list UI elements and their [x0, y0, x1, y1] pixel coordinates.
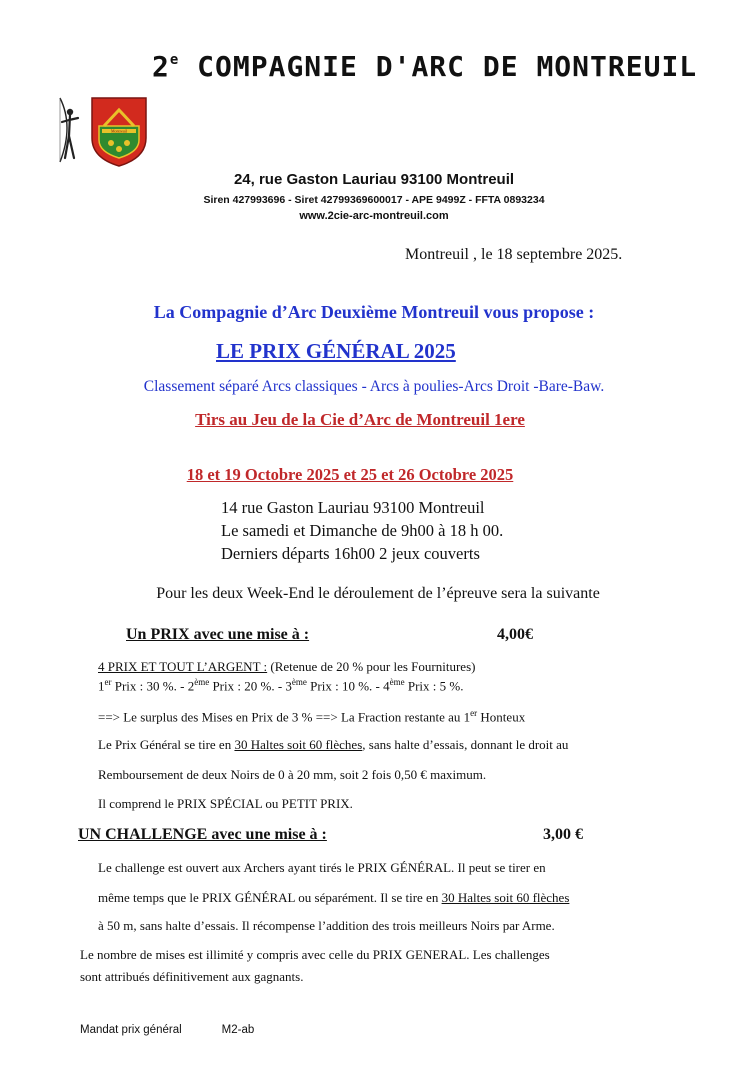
club-address: 24, rue Gaston Lauriau 93100 Montreuil: [233, 171, 515, 188]
challenge-line-3: à 50 m, sans halte d’essais. Il récompense l’addition des trois meilleurs Noirs par Arme.: [98, 918, 555, 933]
four-prix-line: 4 PRIX ET TOUT L’ARGENT : (Retenue de 20 % pour les Fournitures): [98, 659, 476, 674]
tirs-line: Tirs au Jeu de la Cie d’Arc de Montreuil 1ere: [195, 410, 525, 429]
event-dates: 18 et 19 Octobre 2025 et 25 et 26 Octobre 2025: [186, 465, 514, 484]
challenge-mise-value: 3,00 €: [543, 826, 583, 843]
prix-general-title: LE PRIX GÉNÉRAL 2025: [216, 339, 456, 363]
footer: [80, 1024, 254, 1036]
classement-line: Classement séparé Arcs classiques - Arcs à poulies-Arcs Droit -Bare-Baw.: [143, 378, 605, 395]
location-hours: Le samedi et Dimanche de 9h00 à 18 h 00.: [221, 521, 504, 540]
club-ids: Siren 427993696 - Siret 42799369600017 - APE 9499Z - FFTA 0893234: [203, 194, 545, 206]
challenge-mise-label: UN CHALLENGE avec une mise à :: [78, 826, 327, 843]
svg-text:Montreuil: Montreuil: [111, 128, 127, 134]
location-departures: Derniers départs 16h00 2 jeux couverts: [221, 544, 480, 563]
remboursement-line: Remboursement de deux Noirs de 0 à 20 mm, soit 2 fois 0,50 € maximum.: [98, 767, 487, 782]
notes-line-1: Le nombre de mises est illimité y compris avec celle du PRIX GENERAL. Les challenges: [80, 947, 550, 962]
propose-heading: La Compagnie d’Arc Deuxième Montreuil vous propose :: [153, 302, 595, 322]
challenge-line-1: Le challenge est ouvert aux Archers ayant tirés le PRIX GÉNÉRAL. Il peut se tirer en: [98, 860, 546, 875]
challenge-line-2: même temps que le PRIX GÉNÉRAL ou séparément. Il se tire en 30 Haltes soit 60 flèches: [98, 890, 570, 905]
weekend-intro: Pour les deux Week-End le déroulement de l’épreuve sera la suivante: [156, 585, 600, 602]
prix-special-line: Il comprend le PRIX SPÉCIAL ou PETIT PRIX.: [98, 796, 353, 811]
prix-general-rules: Le Prix Général se tire en 30 Haltes soit 60 flèches, sans halte d’essais, donnant le droit au: [98, 737, 569, 752]
surplus-line: ==> Le surplus des Mises en Prix de 3 % ==> La Fraction restante au 1er Honteux: [98, 708, 526, 725]
prix-percentages: 1er Prix : 30 %. - 2ème Prix : 20 %. - 3ème Prix : 10 %. - 4ème Prix : 5 %.: [98, 677, 464, 694]
footer-code: M2-ab: [221, 1024, 255, 1036]
archer-icon: [52, 96, 82, 164]
footer-label: Mandat prix général: [80, 1024, 182, 1036]
notes-line-2: sont attribués définitivement aux gagnants.: [80, 969, 304, 984]
location-address: 14 rue Gaston Lauriau 93100 Montreuil: [221, 498, 485, 517]
prix-mise-value: 4,00€: [497, 626, 533, 643]
prix-mise-label: Un PRIX avec une mise à :: [126, 626, 310, 643]
club-title: 2e COMPAGNIE D'ARC DE MONTREUIL: [152, 50, 698, 83]
dateline: Montreuil , le 18 septembre 2025.: [405, 246, 623, 263]
club-website: www.2cie-arc-montreuil.com: [299, 210, 449, 222]
crest-icon: [90, 96, 148, 168]
